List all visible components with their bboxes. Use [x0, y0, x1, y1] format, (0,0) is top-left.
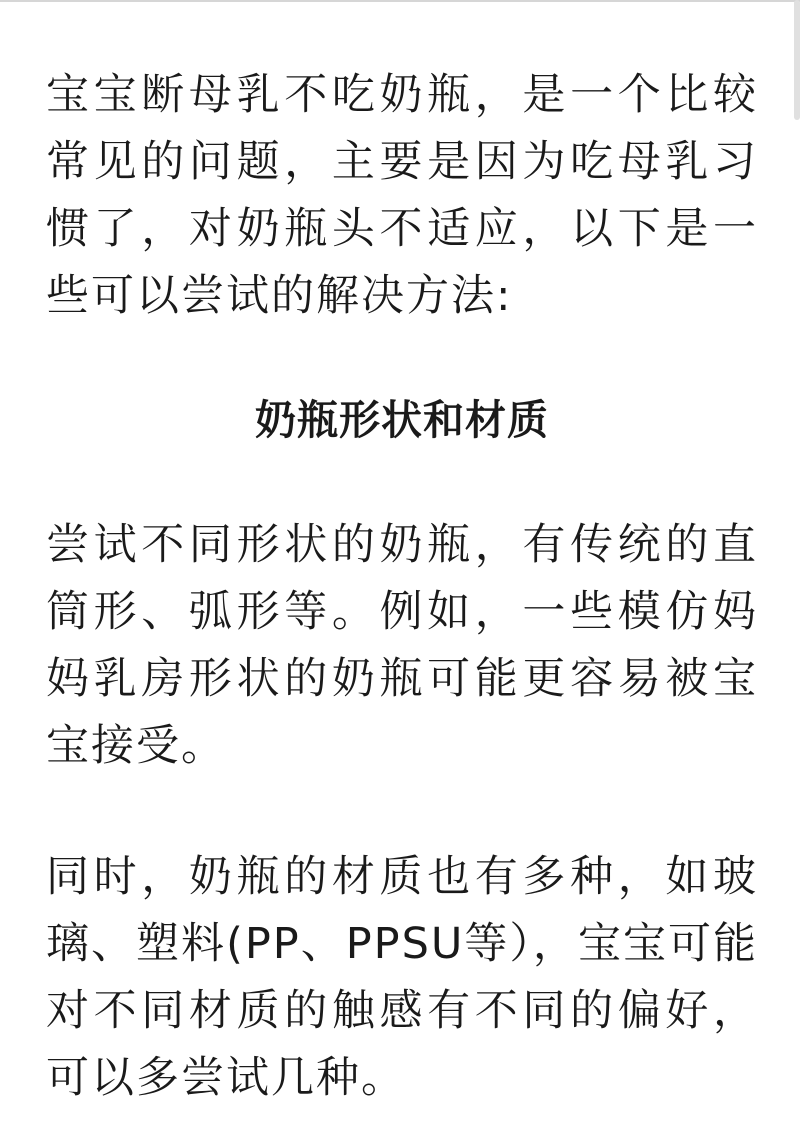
spacer	[46, 780, 758, 844]
spacer	[46, 450, 758, 512]
scrollbar[interactable]	[794, 0, 800, 120]
shape-paragraph: 尝试不同形状的奶瓶，有传统的直筒形、弧形等。例如，一些模仿妈妈乳房形状的奶瓶可能更容易被宝宝接受。	[46, 520, 758, 771]
spacer	[46, 330, 758, 390]
top-divider	[0, 0, 800, 2]
material-paragraph: 同时，奶瓶的材质也有多种，如玻璃、塑料(PP、PPSU等），宝宝可能对不同材质的触感有不同的偏好，可以多尝试几种。	[46, 852, 758, 1103]
intro-paragraph: 宝宝断母乳不吃奶瓶，是一个比较常见的问题，主要是因为吃母乳习惯了，对奶瓶头不适应，以下是一些可以尝试的解决方法:	[46, 70, 758, 321]
article-body	[46, 62, 758, 1112]
section-heading: 奶瓶形状和材质	[255, 396, 549, 444]
